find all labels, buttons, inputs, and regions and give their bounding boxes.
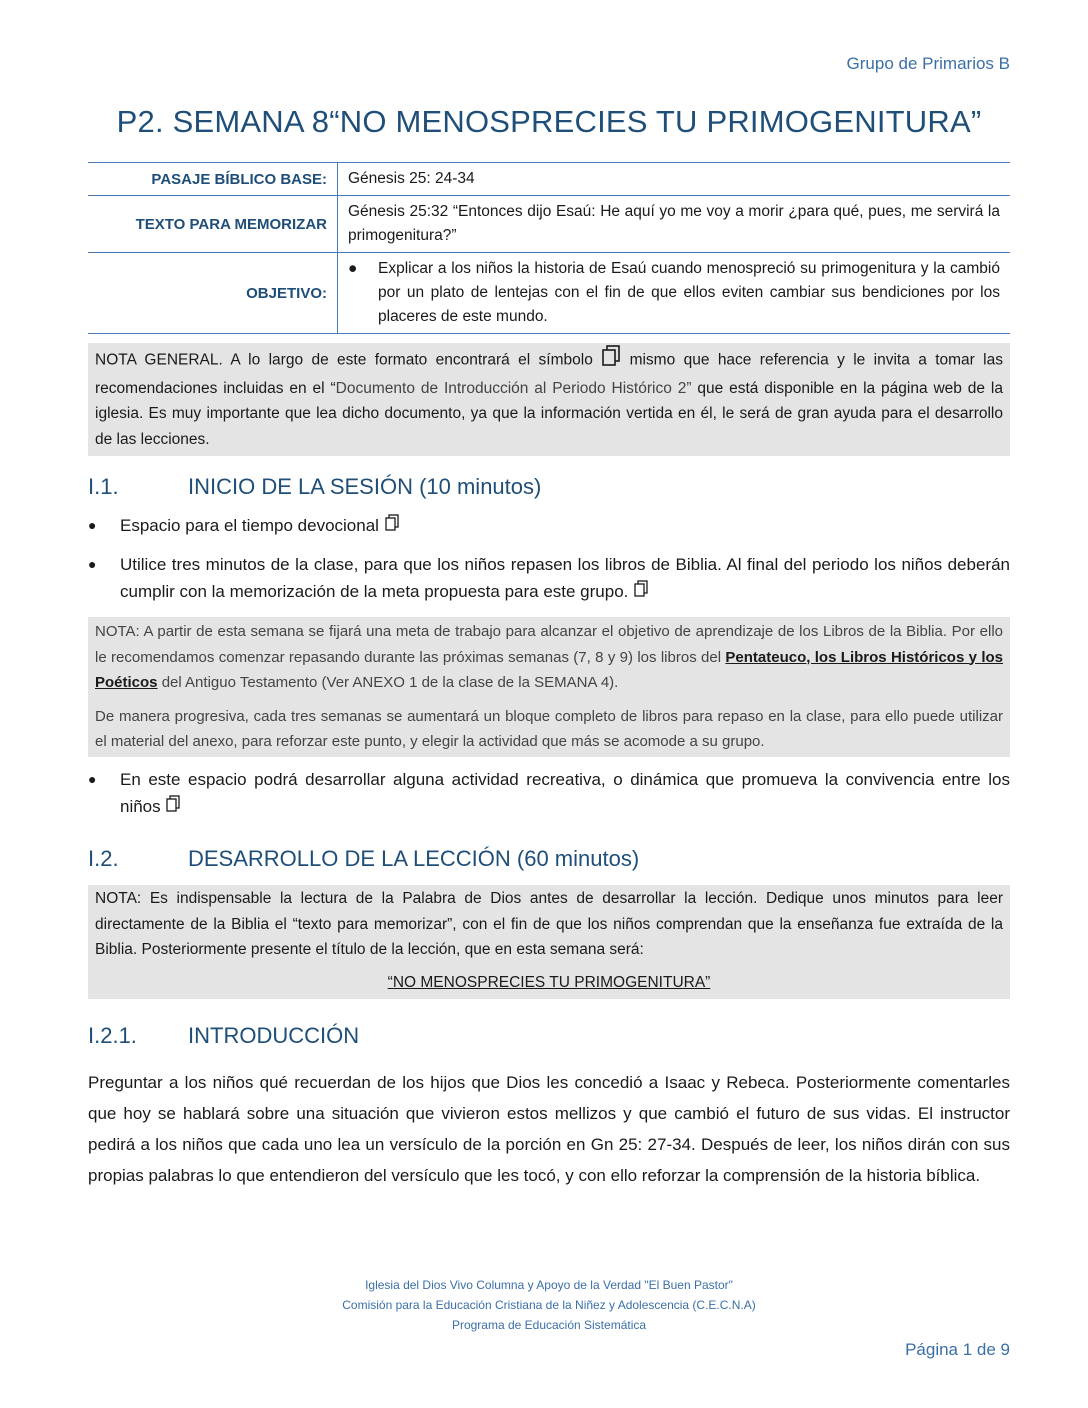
bullet-dot: ● (88, 556, 97, 572)
bullet-dot: ● (88, 771, 97, 787)
footer-line-3: Programa de Educación Sistemática (451, 1318, 647, 1332)
pasaje-value: Génesis 25: 24-34 (338, 163, 1011, 196)
document-copy-icon (384, 513, 400, 540)
section-number: I.2. (88, 846, 119, 871)
section-heading-inicio (88, 474, 541, 500)
texto-value: Génesis 25:32 “Entonces dijo Esaú: He aquí yo me voy a morir ¿para qué, pues, me servirá la primogenitura?” (338, 196, 1011, 253)
page-number: Página 1 de 9 (905, 1340, 1010, 1359)
document-copy-icon (601, 345, 621, 376)
bullet-text: Utilice tres minutos de la clase, para que los niños repasen los libros de Biblia. Al final del periodo los niños deberán cumplir con la memorización de la meta propuesta para este grupo. (120, 555, 1010, 601)
document-copy-icon (633, 579, 649, 606)
bullet-text: En este espacio podrá desarrollar alguna actividad recreativa, o dinámica que promueva la convivencia entre los niños (120, 770, 1010, 816)
footer-line-1: Iglesia del Dios Vivo Columna y Apoyo de la Verdad "El Buen Pastor" (365, 1278, 733, 1292)
lesson-title: “NO MENOSPRECIES TU PRIMOGENITURA” (387, 973, 711, 991)
nota2-paragraph: De manera progresiva, cada tres semanas se aumentará un bloque completo de libros para repaso en la clase, para ello puede utilizar el material del anexo, para reforzar este punto, y elegir la actividad que más se acomode a su grupo. (95, 707, 1003, 750)
section-heading-desarrollo (88, 846, 639, 872)
pasaje-label: PASAJE BÍBLICO BASE: (88, 163, 338, 196)
nota-libros-biblia (88, 617, 1010, 757)
intro-paragraph: Preguntar a los niños qué recuerdan de los hijos que Dios les concedió a Isaac y Rebeca. Posteriormente comentarles que hoy se hablará sobre una situación que vivieron estos mellizos y que cambió el futuro de sus vidas. El instructor pedirá a los niños que cada uno lea un versículo de la porción en Gn 25: 27-34. Después de leer, los niños dirán con sus propias palabras lo que entendieron del versículo que les tocó, y con ello reforzar la comprensión de la historia bíblica. (88, 1073, 1010, 1185)
footer-line-2: Comisión para la Educación Cristiana de la Niñez y Adolescencia (C.E.C.N.A) (342, 1298, 756, 1312)
objetivo-label: OBJETIVO: (88, 253, 338, 334)
nota2-text-b: del Antiguo Testamento (Ver ANEXO 1 de la clase de la SEMANA 4). (157, 674, 619, 691)
list-item (88, 551, 1010, 606)
section-heading-introduccion (88, 1023, 359, 1049)
bullet-dot: ● (348, 260, 358, 277)
section-title: INTRODUCCIÓN (188, 1023, 360, 1048)
page-title: P2. SEMANA 8“NO MENOSPRECIES TU PRIMOGENITURA” (116, 104, 982, 139)
nota-lectura (88, 885, 1010, 999)
intro-document-name: Documento de Introducción al Periodo Histórico 2” (335, 379, 692, 397)
bullet-text: Espacio para el tiempo devocional (120, 516, 379, 535)
nota3-text: NOTA: Es indispensable la lectura de la Palabra de Dios antes de desarrollar la lección. Dedique unos minutos para leer directamente de la Biblia el “texto para memorizar”, con el fin de que los niños comprendan que la enseñanza fue extraída de la Biblia. Posteriormente presente el título de la lección, que en esta semana será: (95, 890, 1003, 958)
nota-general-part2: mismo que hace referencia y le invita a tomar las recomendaciones incluidas en el “ (95, 351, 1003, 397)
bullet-dot: ● (88, 517, 97, 533)
nota-general-part3: que está disponible en la página web de la iglesia. Es muy importante que lea dicho documento, ya que la información vertida en él, le será de gran ayuda para el desarrollo de las lecciones. (95, 379, 1003, 448)
info-row-texto (88, 196, 1010, 253)
document-copy-icon (165, 794, 181, 821)
info-row-objetivo (88, 253, 1010, 334)
nota2-text-a: NOTA: A partir de esta semana se fijará una meta de trabajo para alcanzar el objetivo de aprendizaje de los Libros de la Biblia. Por ello le recomendamos comenzar repasando durante las próximas semanas (7, 8 y 9) los libros del (95, 623, 1003, 666)
section-title: DESARROLLO DE LA LECCIÓN (60 minutos) (188, 846, 640, 871)
group-label: Grupo de Primarios B (846, 54, 1010, 73)
section-number: I.1. (88, 474, 119, 499)
info-table (88, 162, 1010, 334)
info-row-pasaje (88, 163, 1010, 196)
list-item (88, 512, 1010, 540)
pentateuco-link[interactable]: Pentateuco, los Libros Históricos y los Poéticos (95, 648, 1004, 691)
section-number: I.2.1. (88, 1023, 137, 1048)
section-title: INICIO DE LA SESIÓN (10 minutos) (188, 474, 542, 499)
page-footer (88, 1275, 1010, 1335)
objetivo-value: Explicar a los niños la historia de Esaú cuando menospreció su primogenitura y la cambió por un plato de lentejas con el fin de que ellos eviten cambiar sus bendiciones por los placeres de este mundo. (378, 260, 1000, 325)
nota-general-part1: NOTA GENERAL. A lo largo de este formato encontrará el símbolo (95, 351, 593, 369)
texto-label: TEXTO PARA MEMORIZAR (88, 196, 338, 253)
nota-general (88, 343, 1010, 456)
list-item (88, 766, 1010, 821)
